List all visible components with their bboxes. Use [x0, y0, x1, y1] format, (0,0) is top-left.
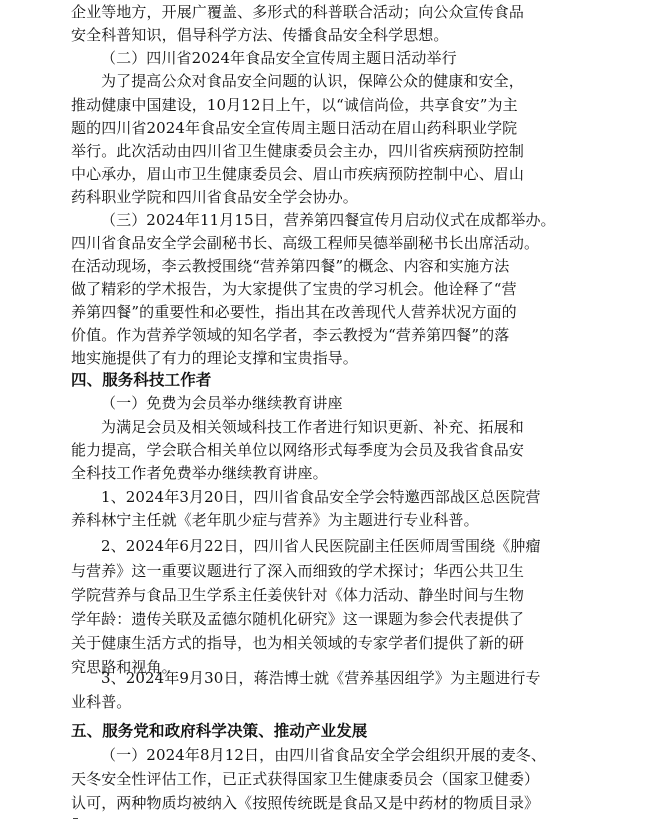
text-line-24: 2、2024年6月22日，四川省人民医院副主任医师周雪围绕《肿瘤	[101, 537, 541, 555]
section-heading-5: 五、服务党和政府科学决策、推动产业发展	[71, 722, 368, 740]
text-line-22: 1、2024年3月20日，四川省食品安全学会特邀西部战区总医院营	[101, 488, 541, 506]
text-line-31: 业科普。	[71, 693, 132, 711]
text-line-16: 地实施提供了有力的理论支撑和宝贵指导。	[71, 349, 358, 367]
text-line-11: 四川省食品安全学会副秘书长、高级工程师吴德举副秘书长出席活动。	[71, 234, 540, 252]
text-line-8: 中心承办，眉山市卫生健康委员会、眉山市疾病预防控制中心、眉山	[71, 165, 525, 183]
text-line-19: 为满足会员及相关领域科技工作者进行知识更新、补充、拓展和	[101, 418, 524, 436]
text-line-20: 能力提高，学会联合相关单位以网络形式每季度为会员及我省食品安	[71, 441, 525, 459]
text-line-27: 学年龄：遗传关联及孟德尔随机化研究》这一课题为参会代表提供了	[71, 610, 525, 628]
text-line-2: 安全科普知识，倡导科学方法、传播食品安全科学思想。	[71, 26, 449, 44]
text-line-26: 学院营养与食品卫生学系主任姜侠针对《体力活动、静坐时间与生物	[71, 586, 525, 604]
text-line-5: 推动健康中国建设，10月12日上午，以“诚信尚俭，共享食安”为主	[71, 96, 518, 114]
text-line-6: 题的四川省2024年食品安全宣传周主题日活动在眉山药科职业学院	[71, 119, 518, 137]
text-line-7: 举行。此次活动由四川省卫生健康委员会主办，四川省疾病预防控制	[71, 142, 525, 160]
text-line-1: 企业等地方，开展广覆盖、多形式的科普联合活动；向公众宣传食品	[71, 3, 525, 21]
text-line-4: 为了提高公众对食品安全问题的认识，保障公众的健康和安全，	[101, 72, 524, 90]
text-line-15: 价值。作为营养学领域的知名学者，李云教授为“营养第四餐”的落	[71, 326, 510, 344]
text-line-14: 养第四餐”的重要性和必要性，指出其在改善现代人营养状况方面的	[71, 303, 517, 321]
text-line-13: 做了精彩的学术报告，为大家提供了宝贵的学习机会。他诠释了“营	[71, 280, 517, 298]
text-line-12: 在活动现场，李云教授围绕“营养第四餐”的概念、内容和实施方法	[71, 257, 510, 275]
text-line-21: 全科技工作者免费举办继续教育讲座。	[71, 464, 328, 482]
text-line-25: 与营养》这一重要议题进行了深入而细致的学术探讨；华西公共卫生	[71, 562, 525, 580]
text-line-28: 关于健康生活方式的指导，也为相关领域的专家学者们提供了新的研	[71, 634, 525, 652]
text-line-23: 养科林宁主任就《老年肌少症与营养》为主题进行专业科普。	[71, 511, 479, 529]
text-line-33: （一）2024年8月12日，由四川省食品安全学会组织开展的麦冬、	[101, 746, 547, 764]
text-line-30: 3、2024年9月30日，蒋浩博士就《营养基因组学》为主题进行专	[101, 669, 541, 687]
text-line-35: 认可，两种物质均被纳入《按照传统既是食品又是中药材的物质目录》	[71, 794, 540, 812]
text-line-10: （三）2024年11月15日，营养第四餐宣传月启动仪式在成都举办。	[101, 211, 556, 229]
text-line-29: 究思路和视角。	[71, 658, 177, 676]
text-line-34: 天冬安全性评估工作，已正式获得国家卫生健康委员会（国家卫健委）	[71, 770, 540, 788]
section-heading-4: 四、服务科技工作者	[71, 371, 212, 389]
text-line-9: 药科职业学院和四川省食品安全学会协办。	[71, 188, 358, 206]
subheading-2-activity: （二）四川省2024年食品安全宣传周主题日活动举行	[101, 49, 457, 67]
subheading-4-1: （一）免费为会员举办继续教育讲座	[101, 394, 343, 412]
stray-dash-mark	[73, 818, 78, 819]
